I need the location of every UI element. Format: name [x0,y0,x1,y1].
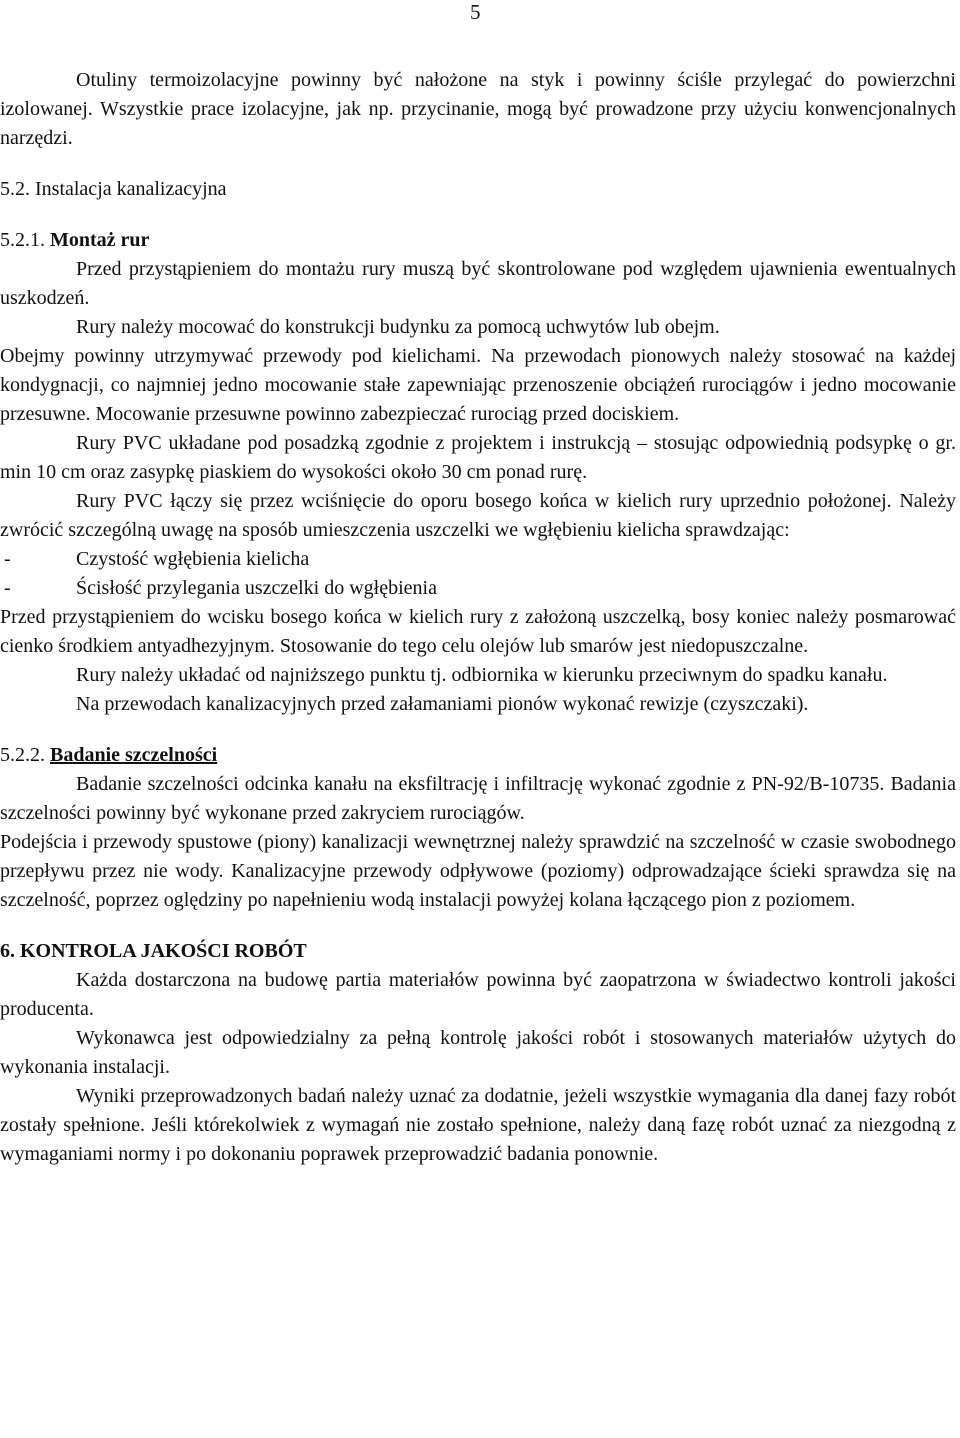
list-item-text: Ścisłość przylegania uszczelki do wgłębienia [76,577,437,599]
section-5-2-2-paragraph-1: Badanie szczelności odcinka kanału na eksfiltrację i infiltrację wykonać zgodnie z PN-92/B-10735. Badania szczelności powinny być wykonane przed zakryciem rurociągów. [0,773,956,824]
spacer [0,153,956,175]
spacer [0,915,956,937]
section-5-2-number: 5.2. [0,178,30,200]
section-5-2-1-paragraph-4: Rury PVC układane pod posadzką zgodnie z projektem i instrukcją – stosując odpowiednią podsypkę o gr. min 10 cm oraz zasypkę piaskiem do wysokości około 30 cm ponad rurę. [0,432,956,483]
section-6-paragraph-2: Wykonawca jest odpowiedzialny za pełną kontrolę jakości robót i stosowanych materiałów użytych do wykonania instalacji. [0,1027,956,1078]
section-5-2-1-paragraph-8: Na przewodach kanalizacyjnych przed załamaniami pionów wykonać rewizje (czyszczaki). [76,693,809,715]
section-5-2-2-number: 5.2.2. [0,744,45,766]
section-5-2-1-paragraph-3: Obejmy powinny utrzymywać przewody pod kielichami. Na przewodach pionowych należy stosować na każdej kondygnacji, co najmniej jedno mocowanie stałe zapewniając przenoszenie obciążeń rurociągów i jedno mocowanie przesuwne. Mocowanie przesuwne powinno zabezpieczać rurociąg przed dociskiem. [0,345,956,425]
section-5-2-1-paragraph-7: Rury należy układać od najniższego punktu tj. odbiornika w kierunku przeciwnym do spadku kanału. [76,664,888,686]
section-6-paragraph-3: Wyniki przeprowadzonych badań należy uznać za dodatnie, jeżeli wszystkie wymagania dla danej fazy robót zostały spełnione. Jeśli którekolwiek z wymagań nie zostało spełnione, należy daną fazę robót uznać za niezgodną z wymaganiami normy i po dokonaniu poprawek przeprowadzić badania ponownie. [0,1085,956,1165]
section-5-2-title: Instalacja kanalizacyjna [35,178,227,200]
page-number: 5 [470,0,481,24]
section-6-paragraph-1: Każda dostarczona na budowę partia materiałów powinna być zaopatrzona w świadectwo kontroli jakości producenta. [0,969,956,1020]
spacer [0,719,956,741]
section-5-2-2-heading [0,741,956,770]
section-5-2-1-title: Montaż rur [50,229,150,251]
section-5-2-heading [0,175,956,204]
section-6-heading: 6. KONTROLA JAKOŚCI ROBÓT [0,940,307,962]
spacer [0,204,956,226]
section-5-2-1-paragraph-1: Przed przystąpieniem do montażu rury muszą być skontrolowane pod względem ujawnienia ewentualnych uszkodzeń. [0,258,956,309]
section-5-2-1-paragraph-6: Przed przystąpieniem do wcisku bosego końca w kielich rury z założoną uszczelką, bosy koniec należy posmarować cienko środkiem antyadhezyjnym. Stosowanie do tego celu olejów lub smarów jest niedopuszczalne. [0,606,956,657]
intro-paragraph: Otuliny termoizolacyjne powinny być nałożone na styk i powinny ściśle przylegać do powierzchni izolowanej. Wszystkie prace izolacyjne, jak np. przycinanie, mogą być prowadzone przy użyciu konwencjonalnych narzędzi. [0,69,956,149]
section-5-2-2-title: Badanie szczelności [50,744,218,766]
section-5-2-1-heading [0,226,956,255]
section-5-2-1-paragraph-2: Rury należy mocować do konstrukcji budynku za pomocą uchwytów lub obejm. [76,316,720,338]
section-5-2-2-paragraph-2: Podejścia i przewody spustowe (piony) kanalizacji wewnętrznej należy sprawdzić na szczelność w czasie swobodnego przepływu przez nie wody. Kanalizacyjne przewody odpływowe (poziomy) odprowadzające ścieki sprawdza się na szczelność, poprzez oględziny po napełnieniu wodą instalacji powyżej kolana łączącego pion z poziomem. [0,831,956,911]
list-dash: - [4,548,11,570]
list-dash: - [4,577,11,599]
list-item [0,574,956,603]
section-5-2-1-paragraph-5: Rury PVC łączy się przez wciśnięcie do oporu bosego końca w kielich rury uprzednio położonej. Należy zwrócić szczególną uwagę na sposób umieszczenia uszczelki we wgłębieniu kielicha sprawdzając: [0,490,956,541]
document-body [0,66,956,1169]
list-item-text: Czystość wgłębienia kielicha [76,548,310,570]
section-5-2-1-number: 5.2.1. [0,229,45,251]
list-item [0,545,956,574]
